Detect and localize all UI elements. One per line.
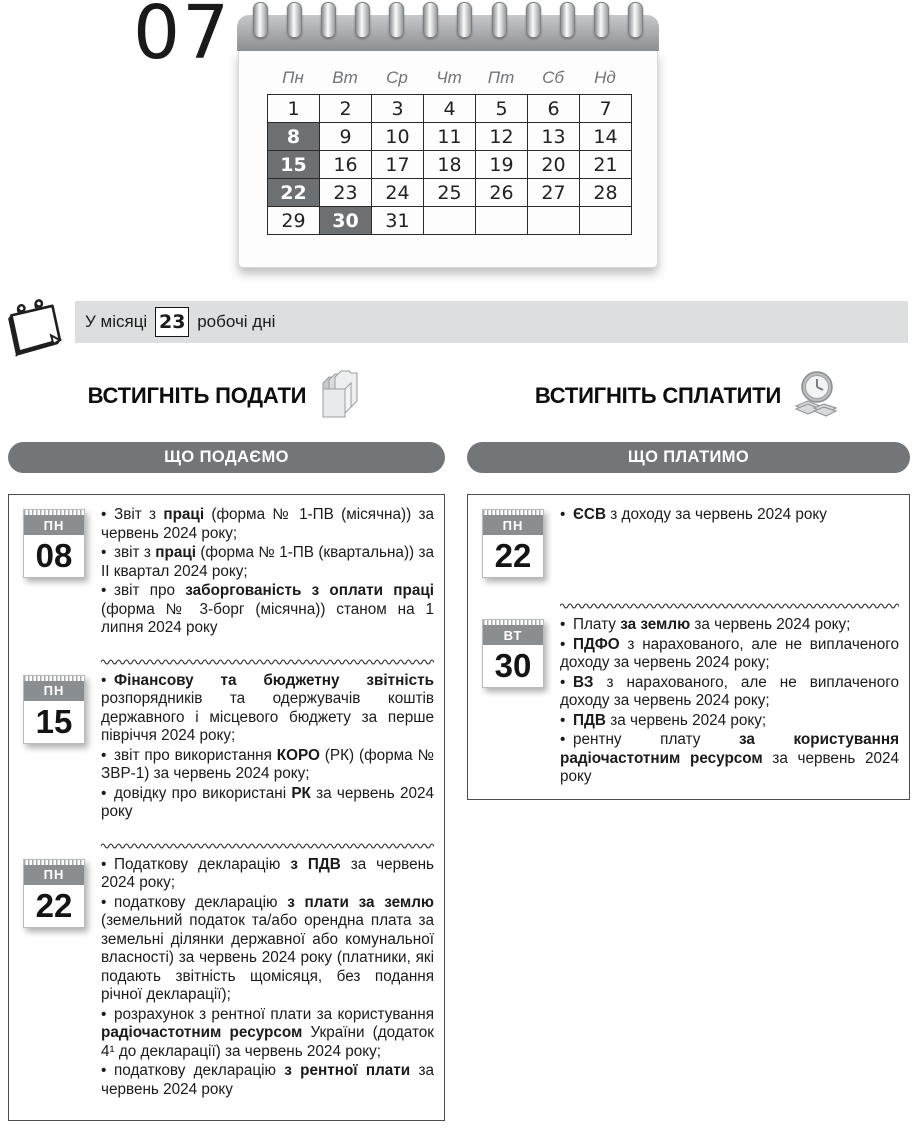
calendar-day-cell: 1	[268, 95, 320, 123]
calendar-day-header: Сб	[542, 68, 564, 87]
date-badge-column	[9, 506, 101, 639]
bullet-dot: •	[101, 544, 107, 561]
deadline-item: • ПДВ за червень 2024 року;	[560, 711, 767, 729]
submit-header-label: ВСТИГНІТЬ ПОДАТИ	[87, 383, 307, 408]
workdays-bar	[75, 301, 908, 343]
calendar-day-cell: 29	[268, 207, 320, 235]
submit-blocks	[9, 506, 444, 1121]
calendar-day-cell: 19	[476, 151, 528, 179]
badge-day-abbr: ВТ	[483, 625, 543, 645]
calendar-day-cell: 13	[528, 123, 580, 151]
deadline-item: • Фінансову та бюджетну звітність розпорядників та одержувачів коштів державного і місцевого бюджету за перше півріччя 2024 року;	[101, 671, 434, 744]
workdays-count: 23	[155, 307, 189, 337]
deadline-item: • податкову декларацію з рентної плати за червень 2024 року	[101, 1062, 434, 1098]
calendar-day-cell	[424, 207, 476, 235]
deadline-block	[9, 506, 444, 639]
calendar-day-cell: 15	[268, 151, 320, 179]
binder-ring	[594, 2, 609, 38]
badge-day-number: 30	[494, 647, 532, 684]
date-badge	[482, 619, 544, 688]
submit-section-pill: ЩО ПОДАЄМО	[8, 442, 445, 473]
calendar-day-cell: 20	[528, 151, 580, 179]
deadline-items	[101, 506, 444, 639]
calendar-sheet	[238, 51, 658, 268]
date-badge-column	[468, 616, 560, 788]
calendar-day-cell: 7	[580, 95, 632, 123]
bullet-dot: •	[560, 506, 566, 523]
wavy-divider	[560, 597, 899, 605]
bullet-dot: •	[101, 1062, 107, 1079]
date-badge	[482, 509, 544, 578]
date-badge-column	[9, 856, 101, 1101]
deadline-items	[560, 506, 909, 578]
calendar-week-row	[268, 207, 632, 235]
binder-ring	[560, 2, 575, 38]
month-number: 07	[133, 0, 232, 76]
date-badge-column	[9, 672, 101, 823]
deadline-items	[560, 616, 909, 788]
calendar-day-header: Чт	[436, 68, 462, 87]
calendar-day-cell: 27	[528, 179, 580, 207]
deadline-item: • довідку про використані РК за червень 2024 року	[101, 784, 435, 820]
wavy-divider	[101, 837, 434, 845]
deadline-item: • податкову декларацію з плати за землю (земельний податок та/або орендна плата за земельні ділянки державної або комунальної власності) за червень 2024 року (платники, які подають звітність щомісяця, без подання річної декларації);	[101, 893, 434, 1003]
bullet-dot: •	[101, 1005, 107, 1023]
badge-day-number: 22	[494, 537, 532, 574]
bullet-dot: •	[560, 731, 566, 748]
calendar-day-cell: 26	[476, 179, 528, 207]
bullet-dot: •	[560, 711, 566, 729]
calendar-day-cell: 2	[320, 95, 372, 123]
deadline-block	[468, 616, 909, 788]
calendar-day-cell: 18	[424, 151, 476, 179]
badge-day-abbr: ПН	[24, 865, 84, 885]
calendar-day-header: Пн	[282, 68, 304, 87]
bullet-dot: •	[560, 673, 566, 691]
calendar-day-cell: 24	[372, 179, 424, 207]
calendar-day-cell: 23	[320, 179, 372, 207]
submit-header	[8, 368, 445, 424]
calendar-day-cell: 12	[476, 123, 528, 151]
calendar-day-cell	[528, 207, 580, 235]
calendar-day-cell: 6	[528, 95, 580, 123]
deadline-item: • звіт про заборгованість з оплати праці (форма № 3-борг (місячна)) станом на 1 липня 2024 року	[101, 582, 434, 636]
pay-header-label: ВСТИГНІТЬ СПЛАТИТИ	[534, 383, 782, 408]
binder-ring	[423, 2, 438, 38]
binder-ring	[321, 2, 336, 38]
badge-day-number: 15	[35, 702, 73, 740]
deadline-item: • звіт про використання КОРО (РК) (форма № ЗВР-1) за червень 2024 року;	[101, 746, 434, 782]
calendar-day-cell	[476, 207, 528, 235]
calendar-note-icon	[2, 294, 66, 367]
bullet-dot: •	[101, 746, 107, 764]
badge-day-number: 08	[35, 537, 73, 574]
deadline-block	[468, 506, 909, 578]
calendar-day-names	[267, 68, 631, 88]
calendar-day-header: Вт	[332, 68, 358, 87]
desk-calendar	[237, 2, 659, 268]
date-badge	[23, 675, 85, 744]
deadline-block	[9, 672, 444, 823]
calendar-day-cell: 22	[268, 179, 320, 207]
pay-header	[467, 368, 910, 424]
calendar-day-cell: 16	[320, 151, 372, 179]
workdays-suffix: робочі дні	[197, 312, 276, 331]
bullet-dot: •	[101, 671, 107, 689]
calendar-grid	[267, 94, 632, 235]
calendar-day-cell	[580, 207, 632, 235]
date-badge	[23, 509, 85, 578]
badge-day-abbr: ПН	[24, 681, 84, 701]
deadline-block	[9, 856, 444, 1101]
bullet-dot: •	[101, 582, 107, 599]
calendar-day-cell: 30	[320, 207, 372, 235]
badge-day-abbr: ПН	[483, 515, 543, 535]
calendar-day-cell: 31	[372, 207, 424, 235]
bullet-dot: •	[101, 784, 107, 802]
calendar-day-cell: 4	[424, 95, 476, 123]
deadline-item: • ЄСВ з доходу за червень 2024 року	[560, 506, 827, 523]
badge-day-number: 22	[35, 886, 73, 924]
bullet-dot: •	[101, 855, 107, 873]
calendar-day-cell: 5	[476, 95, 528, 123]
calendar-day-cell: 3	[372, 95, 424, 123]
workdays-prefix: У місяці	[85, 312, 148, 331]
calendar-day-cell: 9	[320, 123, 372, 151]
binder-ring	[628, 2, 643, 38]
deadline-item: • рентну плату за користування радіочастотним ресурсом за червень 2024 року	[560, 731, 899, 785]
date-badge	[23, 859, 85, 928]
binder-ring	[457, 2, 472, 38]
deadline-item: • звіт з праці (форма № 1-ПВ (квартальна)) за II квартал 2024 року;	[101, 544, 434, 580]
calendar-week-row	[268, 151, 632, 179]
deadline-item: • Звіт з праці (форма № 1-ПВ (місячна)) за червень 2024 року;	[101, 506, 434, 542]
pay-section-pill: ЩО ПЛАТИМО	[467, 442, 910, 473]
folders-icon	[315, 369, 365, 424]
wavy-divider	[101, 653, 434, 661]
pay-box	[467, 494, 910, 800]
calendar-week-row	[268, 123, 632, 151]
deadline-item: • ВЗ з нарахованого, але не виплаченого доходу за червень 2024 року;	[560, 673, 899, 709]
bullet-dot: •	[101, 893, 107, 911]
calendar-grid-body	[268, 95, 632, 235]
calendar-day-header: Ср	[386, 68, 408, 87]
bullet-dot: •	[560, 635, 566, 653]
bullet-dot: •	[560, 616, 566, 633]
binder-ring	[492, 2, 507, 38]
calendar-day-cell: 11	[424, 123, 476, 151]
deadline-items	[101, 856, 444, 1101]
calendar-day-cell: 28	[580, 179, 632, 207]
binder-ring	[526, 2, 541, 38]
binder-ring	[389, 2, 404, 38]
calendar-day-cell: 10	[372, 123, 424, 151]
deadline-item: • Плату за землю за червень 2024 року;	[560, 616, 851, 633]
deadline-item: • розрахунок з рентної плати за користування радіочастотним ресурсом України (додаток 4¹ до декларації) за червень 2024 року;	[101, 1005, 434, 1060]
badge-day-abbr: ПН	[24, 515, 84, 535]
binder-ring	[287, 2, 302, 38]
binder-ring	[253, 2, 268, 38]
deadline-items	[101, 672, 444, 823]
calendar-day-cell: 17	[372, 151, 424, 179]
date-badge-column	[468, 506, 560, 578]
wavy-divider	[101, 1114, 434, 1121]
calendar-day-cell: 8	[268, 123, 320, 151]
calendar-day-cell: 21	[580, 151, 632, 179]
submit-box	[8, 494, 445, 1121]
pay-blocks	[468, 506, 909, 800]
calendar-day-cell: 14	[580, 123, 632, 151]
calendar-day-header: Пт	[487, 68, 515, 87]
calendar-week-row	[268, 95, 632, 123]
calendar-day-cell: 25	[424, 179, 476, 207]
calendar-day-header: Нд	[594, 68, 616, 87]
calendar-week-row	[268, 179, 632, 207]
deadline-item: • ПДФО з нарахованого, але не виплаченого доходу за червень 2024 року;	[560, 635, 899, 671]
bullet-dot: •	[101, 506, 107, 523]
deadline-item: • Податкову декларацію з ПДВ за червень 2024 року;	[101, 855, 435, 891]
binder-ring	[355, 2, 370, 38]
clock-money-icon	[790, 368, 842, 425]
calendar-spiral-binding	[253, 2, 643, 38]
